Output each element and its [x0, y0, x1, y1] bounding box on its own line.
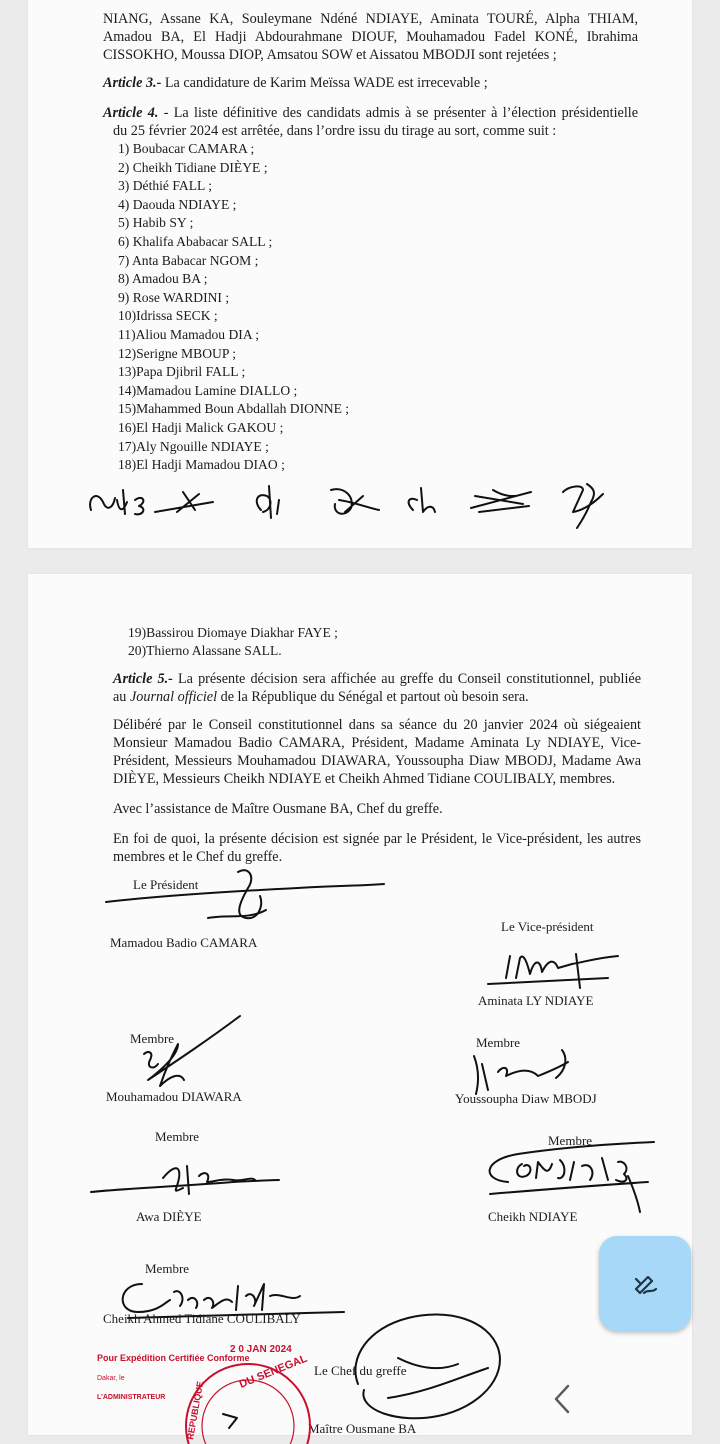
candidate-11: 11)Aliou Mamadou DIA ;: [118, 327, 260, 342]
journal-officiel: Journal officiel: [129, 689, 218, 705]
greffe-title: Le Chef du greffe: [314, 1363, 407, 1378]
candidate-9: 9) Rose WARDINI ;: [118, 289, 230, 305]
candidate-10: 10)Idrissa SECK ;: [118, 308, 218, 324]
member-5-title: Membre: [145, 1261, 190, 1276]
article-4-line-2: du 25 février 2024 est arrêtée, dans l’ordre issu du tirage au sort, comme suit :: [113, 123, 557, 139]
member-1-signature: [108, 1010, 258, 1100]
seal-text: DU SENEGAL: [237, 1352, 309, 1391]
seal-text-2: REPUBLIQUE: [185, 1380, 206, 1441]
candidate-13: 13)Papa Djibril FALL ;: [118, 364, 246, 380]
candidate-14: 14)Mamadou Lamine DIALLO ;: [118, 382, 298, 398]
edit-button[interactable]: [599, 1236, 691, 1331]
article-3: [103, 74, 488, 92]
document-page-2: [28, 574, 692, 1441]
republic-seal: [183, 1354, 313, 1444]
stamp-dakar-line: Dakar, le: [97, 1375, 125, 1382]
article-4-label: Article 4.: [103, 105, 159, 121]
document-page-1: [28, 0, 692, 548]
member-2-title: Membre: [476, 1035, 521, 1050]
president-name: Mamadou Badio CAMARA: [110, 935, 258, 950]
article-5-line-2: au Journal officiel de la République du Sénégal et partout où besoin sera.: [113, 689, 529, 705]
deliberation-line-2: Monsieur Mamadou Badio CAMARA, Président, Madame Aminata Ly NDIAYE, Vice-: [113, 735, 641, 751]
stamp-certified-line: Pour Expédition Certifiée Conforme: [97, 1353, 250, 1363]
member-4-title: Membre: [548, 1133, 593, 1148]
candidate-8: 8) Amadou BA ;: [118, 271, 208, 287]
candidate-18: 18)El Hadji Mamadou DIAO ;: [118, 457, 285, 473]
candidate-19: 19)Bassirou Diomaye Diakhar FAYE ;: [128, 625, 338, 640]
member-1-title: Membre: [130, 1031, 175, 1046]
candidate-3: 3) Déthié FALL ;: [118, 178, 213, 194]
candidate-1: 1) Boubacar CAMARA ;: [118, 141, 255, 156]
article-3-text: La candidature de Karim Meïssa WADE est irrecevable ;: [164, 75, 488, 91]
president-title: Le Président: [133, 877, 199, 892]
member-3-title: Membre: [155, 1129, 200, 1144]
member-2-name: Youssoupha Diaw MBODJ: [455, 1091, 597, 1106]
candidate-7: 7) Anta Babacar NGOM ;: [118, 252, 259, 268]
candidate-4: 4) Daouda NDIAYE ;: [118, 196, 237, 212]
stamp-date: 2 0 JAN 2024: [230, 1344, 292, 1355]
vp-name: Aminata LY NDIAYE: [478, 993, 594, 1008]
candidate-17: 17)Aly Ngouille NDIAYE ;: [118, 438, 269, 454]
member-5-name: Cheikh Ahmed Tidiane COULIBALY: [103, 1311, 301, 1326]
candidate-16: 16)El Hadji Malick GAKOU ;: [118, 420, 284, 435]
pen-edit-icon: [630, 1269, 660, 1299]
candidate-12: 12)Serigne MBOUP ;: [118, 345, 237, 361]
article-5-label: Article 5.-: [113, 671, 173, 687]
candidate-2: 2) Cheikh Tidiane DIÈYE ;: [118, 159, 268, 175]
article-4-line-1: [103, 104, 638, 122]
stamp-admin-line: L’ADMINISTRATEUR: [97, 1394, 166, 1401]
member-1-name: Mouhamadou DIAWARA: [106, 1089, 242, 1104]
candidate-6: 6) Khalifa Ababacar SALL ;: [118, 234, 273, 249]
candidate-15: 15)Mahammed Boun Abdallah DIONNE ;: [118, 401, 350, 417]
back-chevron-button[interactable]: [548, 1382, 578, 1416]
deliberation-line-3: Président, Messieurs Mouhamadou DIAWARA, Youssoupha Diaw MBODJ, Madame Awa: [113, 753, 641, 769]
deliberation-line-4: DIÈYE, Messieurs Cheikh NDIAYE et Cheikh Ahmed Tidiane COULIBALY, membres.: [113, 771, 616, 787]
article-5-line-1: [113, 670, 641, 688]
vp-title: Le Vice-président: [501, 919, 594, 934]
article-3-label: Article 3.-: [103, 75, 162, 91]
president-signature: [98, 862, 388, 942]
candidate-5: 5) Habib SY ;: [118, 215, 194, 231]
greffe-signature: [328, 1298, 528, 1438]
initials-signatures: [83, 462, 643, 532]
vp-signature: [468, 946, 628, 996]
foi-line-2: membres et le Chef du greffe.: [113, 849, 283, 865]
rejected-list-line-2: Amadou BA, El Hadji Abdourahmane DIOUF, Mouhamadou Fadel KONÉ, Ibrahima: [103, 29, 638, 45]
rejected-list-line-3: CISSOKHO, Moussa DIOP, Amsatou SOW et Aissatou MBODJI sont rejetées ;: [103, 47, 557, 63]
rejected-list-line-1: NIANG, Assane KA, Souleymane Ndéné NDIAYE, Aminata TOURÉ, Alpha THIAM,: [103, 11, 638, 27]
member-3-signature: [83, 1148, 283, 1208]
greffe-name: Maître Ousmane BA: [308, 1421, 417, 1436]
article-5-text-1: La présente décision sera affichée au greffe du Conseil constitutionnel, publiée: [178, 671, 642, 687]
member-4-name: Cheikh NDIAYE: [488, 1209, 578, 1224]
foi-line-1: En foi de quoi, la présente décision est signée par le Président, le Vice-président, les autres: [113, 831, 641, 847]
candidate-20: 20)Thierno Alassane SALL.: [128, 643, 282, 658]
article-4-text-1: - La liste définitive des candidats admis à se présenter à l’élection présidentielle: [163, 105, 639, 121]
deliberation-line-1: Délibéré par le Conseil constitutionnel dans sa séance du 20 janvier 2024 où siégeaient: [113, 717, 641, 733]
assistance-line: Avec l’assistance de Maître Ousmane BA, Chef du greffe.: [113, 801, 443, 817]
member-3-name: Awa DIÈYE: [136, 1209, 202, 1224]
